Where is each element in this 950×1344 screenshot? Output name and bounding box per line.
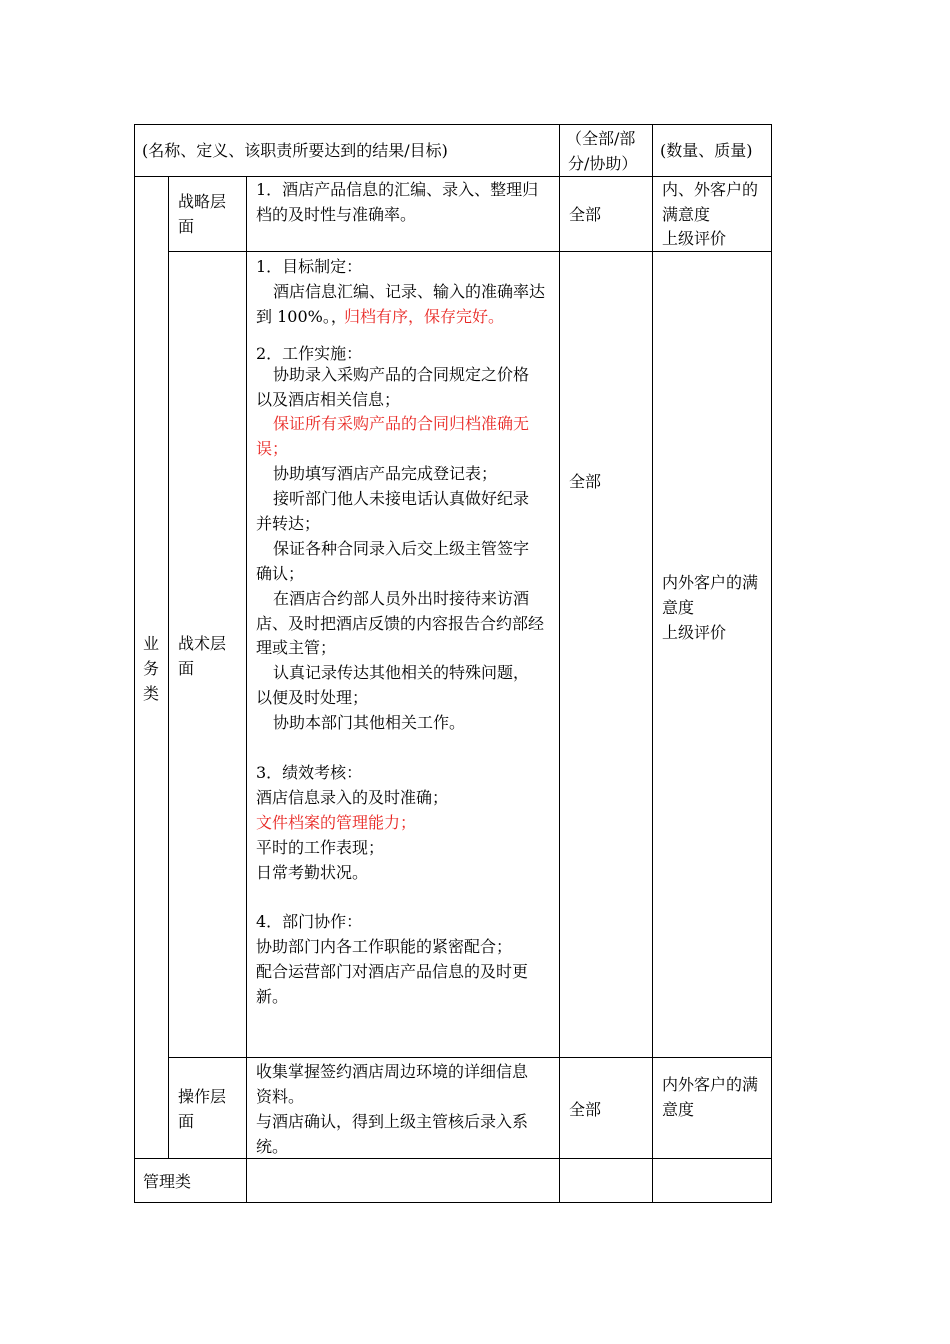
- operational-desc-l1: 收集掌握签约酒店周边环境的详细信息: [256, 1062, 529, 1081]
- tactical-s1-line2b-highlight: 归档有序，保存完好。: [344, 307, 505, 326]
- tactical-s3-title: 3．绩效考核：: [256, 763, 363, 782]
- table-border-right: [771, 124, 772, 1203]
- operational-measure-l2: 意度: [662, 1100, 695, 1119]
- tactical-s1-line1: 酒店信息汇编、记录、输入的准确率达: [273, 282, 546, 301]
- col-divider-level: [246, 176, 247, 1203]
- tactical-s1-title: 1．目标制定：: [256, 257, 363, 276]
- tactical-s2-line5: 协助填写酒店产品完成登记表；: [273, 464, 498, 483]
- operational-scope: 全部: [569, 1100, 602, 1119]
- col-divider-scope: [559, 124, 560, 1203]
- category-business-char2: 务: [143, 659, 160, 678]
- operational-desc-l4: 统。: [256, 1137, 289, 1156]
- tactical-s2-line4-highlight: 误；: [256, 439, 289, 458]
- category-business-char3: 类: [143, 684, 160, 703]
- strategic-level-l1: 战略层: [178, 192, 227, 211]
- strategic-level-l2: 面: [178, 217, 195, 236]
- category-business-char1: 业: [143, 634, 160, 653]
- tactical-s2-line7: 并转达；: [256, 514, 321, 533]
- strategic-desc-l1: 1．酒店产品信息的汇编、录入、整理归: [256, 180, 539, 199]
- tactical-level-l2: 面: [178, 659, 195, 678]
- strategic-scope: 全部: [569, 205, 602, 224]
- table-border-top: [134, 124, 772, 125]
- tactical-s3-line2-highlight: 文件档案的管理能力；: [256, 813, 417, 832]
- tactical-s4-line2: 配合运营部门对酒店产品信息的及时更: [256, 962, 529, 981]
- strategic-measure-l2: 满意度: [662, 205, 711, 224]
- row-divider-tactical: [168, 1057, 772, 1058]
- tactical-s4-line3: 新。: [256, 987, 289, 1006]
- tactical-s2-line8: 保证各种合同录入后交上级主管签字: [273, 539, 530, 558]
- tactical-s4-line1: 协助部门内各工作职能的紧密配合；: [256, 937, 513, 956]
- tactical-s1-line2a: 到 100%。，: [256, 307, 347, 326]
- category-management: 管理类: [143, 1172, 192, 1191]
- tactical-s2-title: 2．工作实施：: [256, 344, 363, 363]
- tactical-measure-l1: 内外客户的满: [662, 573, 759, 592]
- tactical-s2-line10: 在酒店合约部人员外出时接待来访酒: [273, 589, 530, 608]
- tactical-s2-line2: 以及酒店相关信息；: [256, 390, 401, 409]
- header-goal: (名称、定义、该职责所要达到的结果/目标): [142, 141, 448, 160]
- col-divider-category: [168, 176, 169, 1159]
- strategic-measure-l3: 上级评价: [662, 229, 727, 248]
- strategic-desc-l2: 档的及时性与准确率。: [256, 205, 417, 224]
- header-scope-line1: （全部/部: [566, 129, 636, 148]
- table-border-bottom: [134, 1202, 772, 1203]
- tactical-s2-line6: 接听部门他人未接电话认真做好纪录: [273, 489, 530, 508]
- tactical-s3-line1: 酒店信息录入的及时准确；: [256, 788, 449, 807]
- operational-desc-l3: 与酒店确认，得到上级主管核后录入系: [256, 1112, 529, 1131]
- tactical-s2-line15: 协助本部门其他相关工作。: [273, 713, 466, 732]
- header-measure: (数量、质量): [660, 141, 753, 160]
- tactical-s2-line13: 认真记录传达其他相关的特殊问题，: [273, 663, 530, 682]
- operational-level-l2: 面: [178, 1112, 195, 1131]
- tactical-level-l1: 战术层: [178, 634, 227, 653]
- operational-desc-l2: 资料。: [256, 1087, 305, 1106]
- header-scope-line2: 分/协助）: [568, 154, 638, 173]
- strategic-measure-l1: 内、外客户的: [662, 180, 759, 199]
- table-border-left: [134, 124, 135, 1203]
- tactical-scope: 全部: [569, 472, 602, 491]
- tactical-s3-line4: 日常考勤状况。: [256, 863, 369, 882]
- row-divider-strategic: [168, 251, 772, 252]
- tactical-s2-line9: 确认；: [256, 564, 305, 583]
- col-divider-measure: [652, 124, 653, 1203]
- operational-measure-l1: 内外客户的满: [662, 1075, 759, 1094]
- tactical-measure-l3: 上级评价: [662, 623, 727, 642]
- tactical-s4-title: 4．部门协作：: [256, 912, 363, 931]
- tactical-measure-l2: 意度: [662, 598, 695, 617]
- tactical-s2-line1: 协助录入采购产品的合同规定之价格: [273, 365, 530, 384]
- operational-level-l1: 操作层: [178, 1087, 227, 1106]
- row-divider-operational: [134, 1158, 772, 1159]
- tactical-s3-line3: 平时的工作表现；: [256, 838, 385, 857]
- tactical-s2-line14: 以便及时处理；: [256, 688, 369, 707]
- tactical-s2-line11: 店、及时把酒店反馈的内容报告合约部经: [256, 614, 545, 633]
- tactical-s2-line12: 理或主管；: [256, 638, 337, 657]
- tactical-s2-line3-highlight: 保证所有采购产品的合同归档准确无: [273, 414, 530, 433]
